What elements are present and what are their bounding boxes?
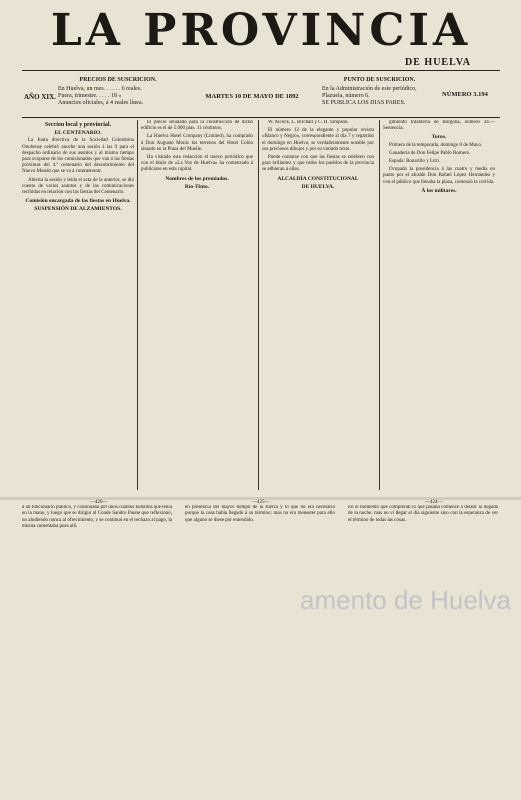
column-rule: [258, 120, 259, 490]
article-paragraph: La Junta directiva de la Sociedad Colombina Onubense celebró anoche una sesión á las 9 para el despacho ordinario de sus asuntos y al mismo tiempo para ocuparse de los comisionados que van á las fiestas próximas del 4.º centenario del descubrimiento del Nuevo Mundo que se va á conmemorar.: [22, 138, 134, 175]
article-paragraph: El precio señalado para la construcción de dicho edificio es el de 5.000 ptas. 11 céntimos.: [141, 120, 253, 132]
subscription-line: En Huelva, un mes. . . . . . 6 reales.: [58, 86, 142, 92]
newspaper-title: LA PROVINCIA: [50, 5, 472, 56]
article-paragraph: W. Alcock, L. Birchall y C. H. Simpson.: [268, 120, 349, 125]
article-paragraph: gimiento Infantería de Borgoña, número 34.—Sentencia.: [383, 120, 495, 132]
issue-number: NÚMERO 3.194: [442, 91, 488, 98]
article-paragraph: Ocupada la presidencia á las cuatro y media en punto por el alcalde Don Rafael López Hernández y con el público que llenaba la plaza, comenzó la corrida.: [383, 167, 495, 185]
article-paragraph: Abierta la sesión y leída el acta de la anterior, se dió cuenta de varios asuntos y de las comunicaciones recibidas en relación con las fiestas del Centenario.: [22, 177, 134, 196]
sub-heading: Á los militares.: [421, 187, 457, 194]
subscription-point-header: PUNTO DE SUSCRICION.: [343, 77, 416, 83]
sub-heading: SUSPENSIÓN DE ALZAMIENTOS.: [34, 206, 122, 213]
column-2: [141, 120, 253, 492]
article-paragraph: La Huelva Hotel Company (Limited), ha comprado á Don Augusto Monis los terrenos del Hotel Colón situado en la Plaza del Muelle.: [141, 134, 253, 152]
subscription-point-line: SE PUBLICA LOS DIAS PARES.: [322, 100, 406, 106]
subscription-point-box: [322, 77, 437, 107]
sub-heading: Río-Tinto.: [184, 183, 210, 190]
page-number: —425—: [252, 500, 270, 505]
article-paragraph: El número 12 de la elegante y popular revista «Blanco y Negro», correspondiente al día 7 y repartido el domingo en Huelva, se verdaderamente notable por sus preciosos dibujos y por su variado texto.: [262, 128, 374, 152]
subscription-box: [58, 77, 178, 107]
subscription-header: PRECIOS DE SUSCRICION.: [79, 77, 157, 83]
page-number: —424—: [425, 500, 443, 505]
article-paragraph: Primera de la temporada, domingo 8 de Mayo.: [389, 142, 483, 148]
issue-date: MARTES 10 DE MAYO DE 1892: [205, 93, 299, 100]
subscription-point-line: Plazuela, número 6.: [322, 93, 370, 99]
sub-heading: Comisión encargada de las fiestas en Huelva.: [25, 198, 131, 205]
article-paragraph: Ganadería de Don Felipe Pablo Romero.: [389, 150, 471, 156]
archive-watermark: amento de Huelva: [300, 585, 512, 615]
subscription-line: Anuncios oficiales, á 4 reales línea.: [58, 100, 144, 106]
article-paragraph: Espada: Bonarillo y Litri.: [389, 159, 441, 165]
column-3: [262, 120, 374, 492]
column-1: [22, 120, 134, 492]
masthead: [22, 6, 500, 56]
sub-heading: Toros.: [431, 134, 447, 141]
sub-heading: DE HUELVA.: [301, 183, 335, 190]
folletin-column: en presencia del mayor tiempo de la fuerza y lo que no era necesario porque la cosa había llegado á su término; mas no era menester para ello que alguno se diese por entendido.: [185, 505, 335, 523]
article-paragraph: Puede contarse con que las fiestas se celebren con gran brillantez y que todos los pueblos de la provincia se adhieran á ellas.: [262, 155, 374, 173]
folletin-column: á un funcionario público, y continuaba por unos cuantos bolsillos que tenía en la mano, y luego que se dirigió al Conde Sandro Paone que reflexionó, no aludiendo nunca al ofrecimiento, y se continuó en el rechazo al pago, la misma comentaba pues allí.: [22, 505, 172, 530]
folletin-column: En el momento que comprendí lo que pasaba comencé á desear la llegada de la noche; mas no vi llegar el día siguiente sino con la esperanza de ver el término de todas las cosas.: [348, 505, 498, 523]
column-4: [383, 120, 495, 492]
subscription-point-line: En la Administración de este periódico,: [322, 86, 417, 92]
section-heading: Seccion local y provincial.: [44, 122, 112, 128]
column-rule: [379, 120, 380, 490]
newspaper-subtitle: DE HUELVA: [405, 57, 471, 68]
sub-heading: ALCALDÍA CONSTITUCIONAL: [277, 175, 359, 182]
article-paragraph: Ha visitado esta redacción el nuevo periódico que con el título de «La Voz de Huelva» ha comenzado á publicarse en esta capital.: [141, 155, 253, 173]
info-bar: [22, 70, 500, 118]
subscription-line: Fuera, trimestre. . . . . 18 »: [58, 93, 122, 99]
article-headline: EL CENTENARIO.: [54, 130, 102, 137]
sub-heading: Nombres de los premiados.: [165, 175, 229, 182]
page-number: —426—: [90, 500, 108, 505]
column-rule: [137, 120, 138, 490]
year-label: AÑO XIX.: [24, 93, 56, 101]
